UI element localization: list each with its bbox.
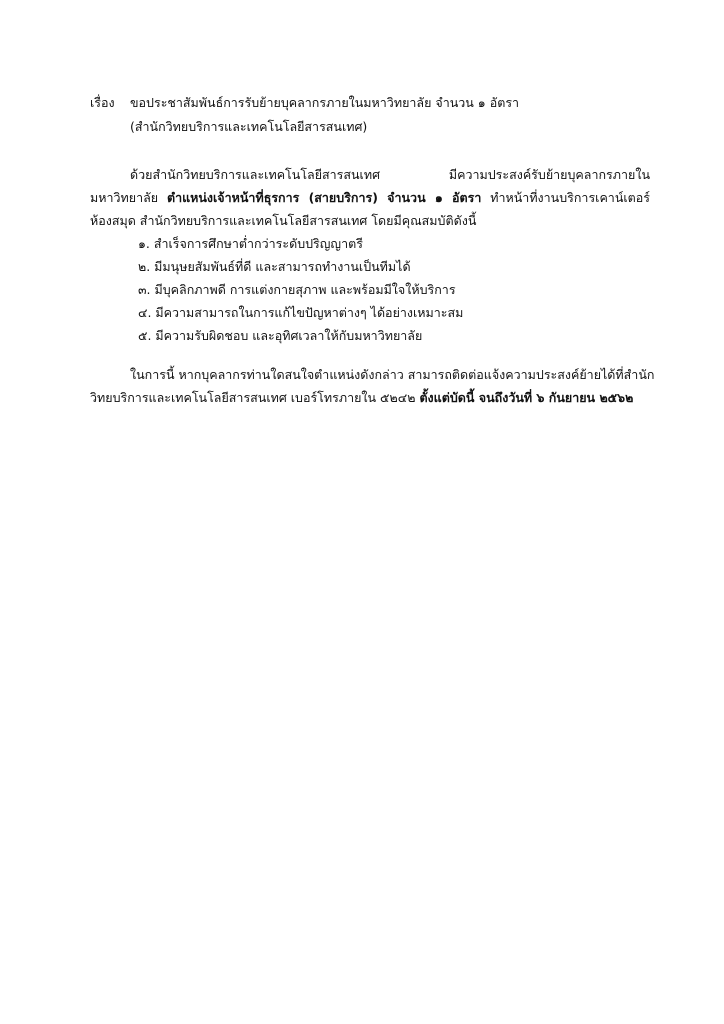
paragraph1-line2-suffix: ทำหน้าที่งานบริการเคาน์เตอร์ bbox=[490, 190, 650, 205]
subject-title: ขอประชาสัมพันธ์การรับย้ายบุคลากรภายในมหาวิทยาลัย จำนวน ๑ อัตรา bbox=[130, 95, 520, 110]
qualification-item: ๕. มีความรับผิดชอบ และอุทิศเวลาให้กับมหาวิทยาลัย bbox=[138, 328, 423, 343]
paragraph2-line2 bbox=[90, 390, 633, 406]
qualification-item: ๓. มีบุคลิกภาพดี การแต่งกายสุภาพ และพร้อมมีใจให้บริการ bbox=[138, 282, 456, 297]
qualification-item: ๔. มีความสามารถในการแก้ไขปัญหาต่างๆ ได้อย่างเหมาะสม bbox=[138, 305, 464, 320]
paragraph2-line1: ในการนี้ หากบุคลากรท่านใดสนใจตำแหน่งดังกล่าว สามารถติดต่อแจ้งความประสงค์ย้ายได้ที่สำนัก bbox=[130, 367, 655, 382]
qualification-item: ๒. มีมนุษยสัมพันธ์ที่ดี และสามารถทำงานเป็นทีมได้ bbox=[138, 259, 411, 274]
paragraph1-line2 bbox=[90, 190, 650, 206]
qualification-item: ๑. สำเร็จการศึกษาต่ำกว่าระดับปริญญาตรี bbox=[138, 236, 363, 251]
deadline-highlight: ตั้งแต่บัดนี้ จนถึงวันที่ ๖ กันยายน ๒๕๖๒ bbox=[419, 390, 634, 405]
paragraph2-line2-prefix: วิทยบริการและเทคโนโลยีสารสนเทศ เบอร์โทรภายใน ๕๒๔๒ bbox=[90, 390, 416, 405]
subject-label: เรื่อง bbox=[90, 95, 115, 110]
paragraph1-line2-prefix: มหาวิทยาลัย bbox=[90, 190, 159, 205]
subject-unit: (สำนักวิทยบริการและเทคโนโลยีสารสนเทศ) bbox=[130, 119, 368, 134]
position-highlight: ตำแหน่งเจ้าหน้าที่ธุรการ (สายบริการ) จำนวน ๑ อัตรา bbox=[166, 190, 482, 205]
paragraph1-line3: ห้องสมุด สำนักวิทยบริการและเทคโนโลยีสารสนเทศ โดยมีคุณสมบัติดังนี้ bbox=[90, 213, 477, 228]
paragraph1-line1: ด้วยสำนักวิทยบริการและเทคโนโลยีสารสนเทศ มีความประสงค์รับย้ายบุคลากรภายใน bbox=[130, 167, 650, 182]
